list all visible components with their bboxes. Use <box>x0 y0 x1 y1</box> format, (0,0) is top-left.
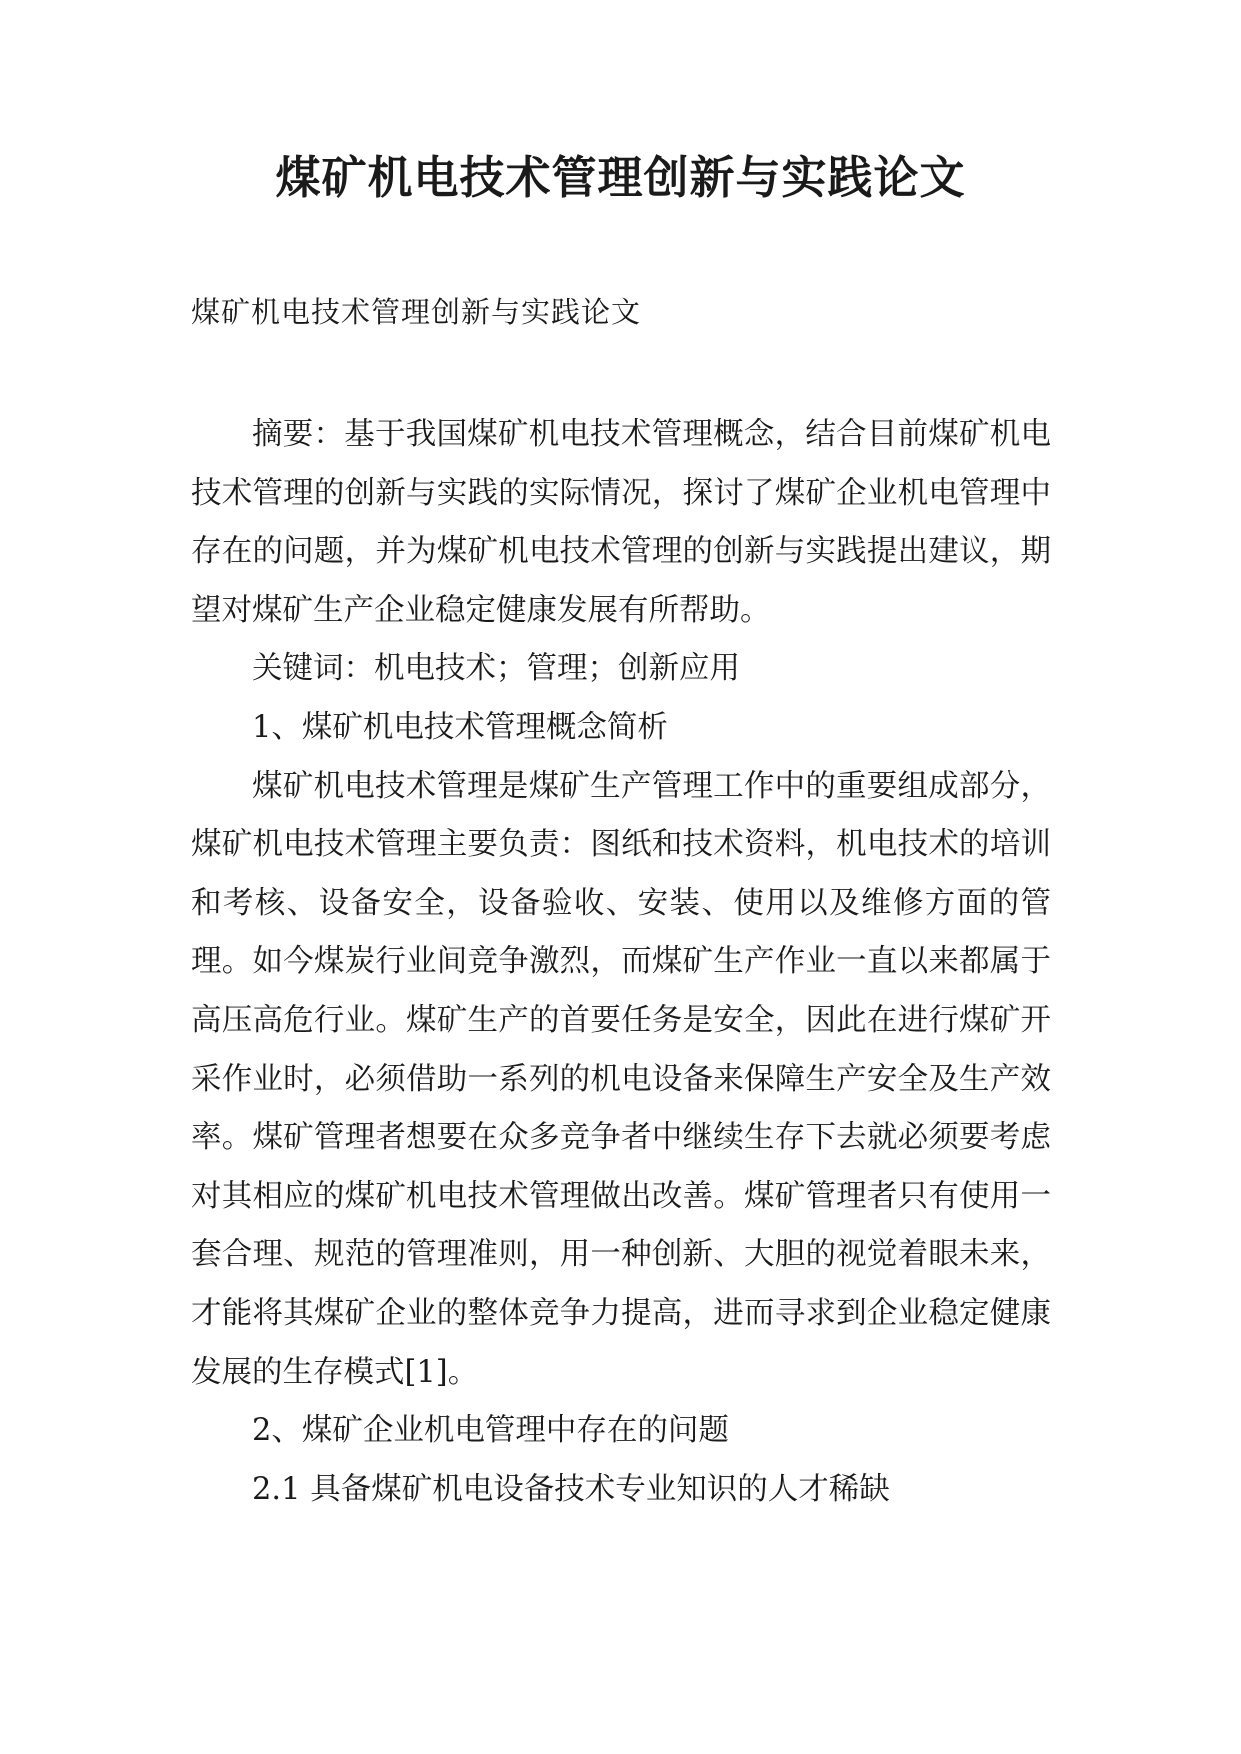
document-subtitle: 煤矿机电技术管理创新与实践论文 <box>191 295 642 329</box>
section-heading-2: 2、煤矿企业机电管理中存在的问题 <box>252 1413 729 1449</box>
document-body <box>191 406 1051 1519</box>
body-paragraph: 煤矿机电技术管理是煤矿生产管理工作中的重要组成部分，煤矿机电技术管理主要负责：图纸和技术资料，机电技术的培训和考核、设备安全，设备验收、安装、使用以及维修方面的管理。如今煤炭行业间竞争激烈，而煤矿生产作业一直以来都属于高压高危行业。煤矿生产的首要任务是安全，因此在进行煤矿开采作业时，必须借助一系列的机电设备来保障生产安全及生产效率。煤矿管理者想要在众多竞争者中继续生存下去就必须要考虑对其相应的煤矿机电技术管理做出改善。煤矿管理者只有使用一套合理、规范的管理准则，用一种创新、大胆的视觉着眼未来，才能将其煤矿企业的整体竞争力提高，进而寻求到企业稳定健康发展的生存模式[1]。 <box>191 768 1051 1390</box>
subsection-heading-2-1: 2.1 具备煤矿机电设备技术专业知识的人才稀缺 <box>252 1471 890 1507</box>
abstract-paragraph: 摘要：基于我国煤矿机电技术管理概念，结合目前煤矿机电技术管理的创新与实践的实际情况，探讨了煤矿企业机电管理中存在的问题，并为煤矿机电技术管理的创新与实践提出建议，期望对煤矿生产企业稳定健康发展有所帮助。 <box>191 417 1051 628</box>
keywords-paragraph: 关键词：机电技术；管理；创新应用 <box>252 651 740 687</box>
document-title: 煤矿机电技术管理创新与实践论文 <box>275 151 966 204</box>
section-heading-1: 1、煤矿机电技术管理概念简析 <box>252 709 668 745</box>
